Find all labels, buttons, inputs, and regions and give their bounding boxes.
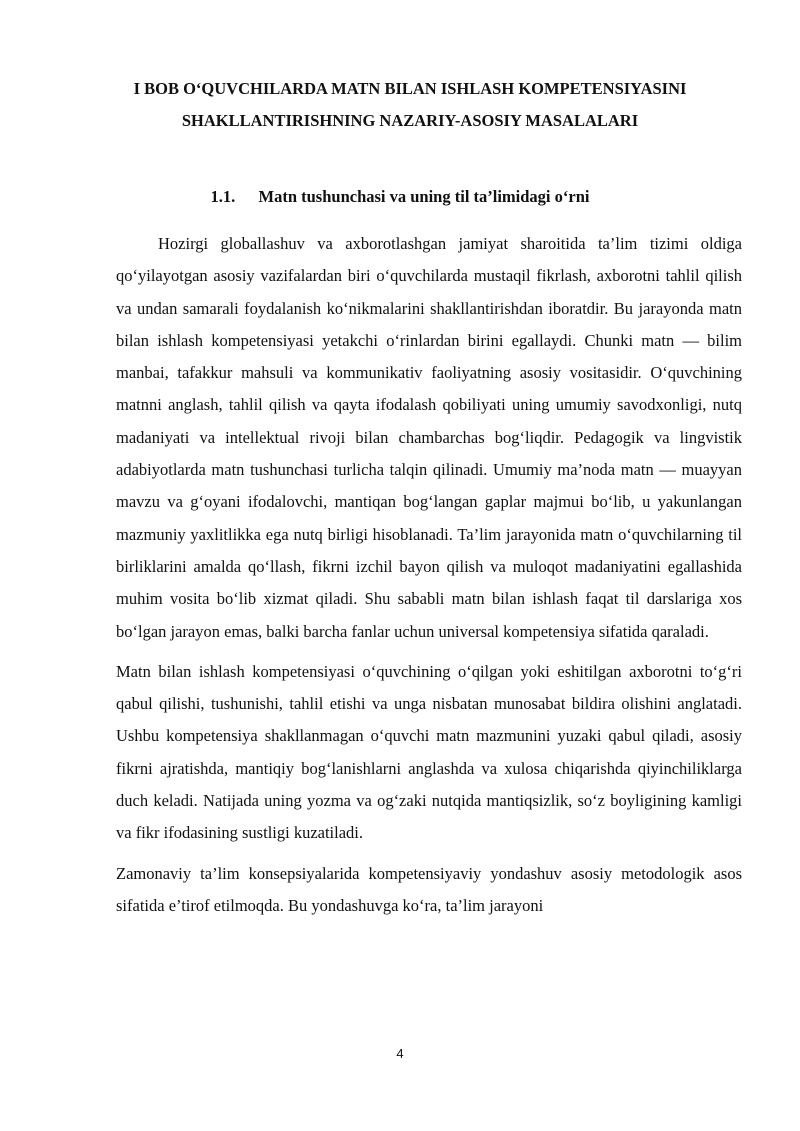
- paragraph: Matn bilan ishlash kompetensiyasi o‘quvchining o‘qilgan yoki eshitilgan axborotni to‘g‘ri qabul qilishi, tushunishi, tahlil etishi va unga nisbatan munosabat bildira olishini anglatadi. Ushbu kompetensiya shakllanmagan o‘quvchi matn mazmunini yuzaki qabul qiladi, asosiy fikrni ajratishda, mantiqiy bog‘lanishlarni anglashda va xulosa chiqarishda qiyinchiliklarga duch keladi. Natijada uning yozma va og‘zaki nutqida mantiqsizlik, so‘z boyligining kamligi va fikr ifodasining sustligi kuzatiladi.: [116, 661, 742, 843]
- chapter-title: I BOB O‘QUVCHILARDA MATN BILAN ISHLASH KOMPETENSIYASINI SHAKLLANTIRISHNING NAZARIY-ASOSIY MASALALARI: [133, 79, 687, 130]
- section-title: Matn tushunchasi va uning til ta’limidagi o‘rni: [258, 187, 590, 206]
- paragraph: Zamonaviy ta’lim konsepsiyalarida kompetensiyaviy yondashuv asosiy metodologik asos sifatida e’tirof etilmoqda. Bu yondashuvga ko‘ra, ta’lim jarayoni: [116, 863, 742, 915]
- section-heading: [0, 184, 800, 210]
- section-number: 1.1.: [210, 187, 236, 206]
- page-number: 4: [396, 1046, 404, 1061]
- paragraph: Hozirgi globallashuv va axborotlashgan jamiyat sharoitida ta’lim tizimi oldiga qo‘yilayotgan asosiy vazifalardan biri o‘quvchilarda mustaqil fikrlash, axborotni tahlil qilish va undan samarali foydalanish ko‘nikmalarini shakllantirishdan iboratdir. Bu jarayonda matn bilan ishlash kompetensiyasi yetakchi o‘rinlardan birini egallaydi. Chunki matn — bilim manbai, tafakkur mahsuli va kommunikativ faoliyatning asosiy vositasidir. O‘quvchining matnni anglash, tahlil qilish va qayta ifodalash qobiliyati uning umumiy savodxonligi, nutq madaniyati va intellektual rivoji bilan chambarchas bog‘liqdir. Pedagogik va lingvistik adabiyotlarda matn tushunchasi turlicha talqin qilinadi. Umumiy ma’noda matn — muayyan mavzu va g‘oyani ifodalovchi, mantiqan bog‘langan gaplar majmui bo‘lib, u yakunlangan mazmuniy yaxlitlikka ega nutq birligi hisoblanadi. Ta’lim jarayonida matn o‘quvchilarning til birliklarini amalda qo‘llash, fikrni izchil bayon qilish va muloqot madaniyatini egallashida muhim vosita bo‘lib xizmat qiladi. Shu sababli matn bilan ishlash faqat til darslariga xos bo‘lgan jarayon emas, balki barcha fanlar uchun universal kompetensiya sifatida qaraladi.: [116, 234, 742, 641]
- body-text: [116, 228, 742, 930]
